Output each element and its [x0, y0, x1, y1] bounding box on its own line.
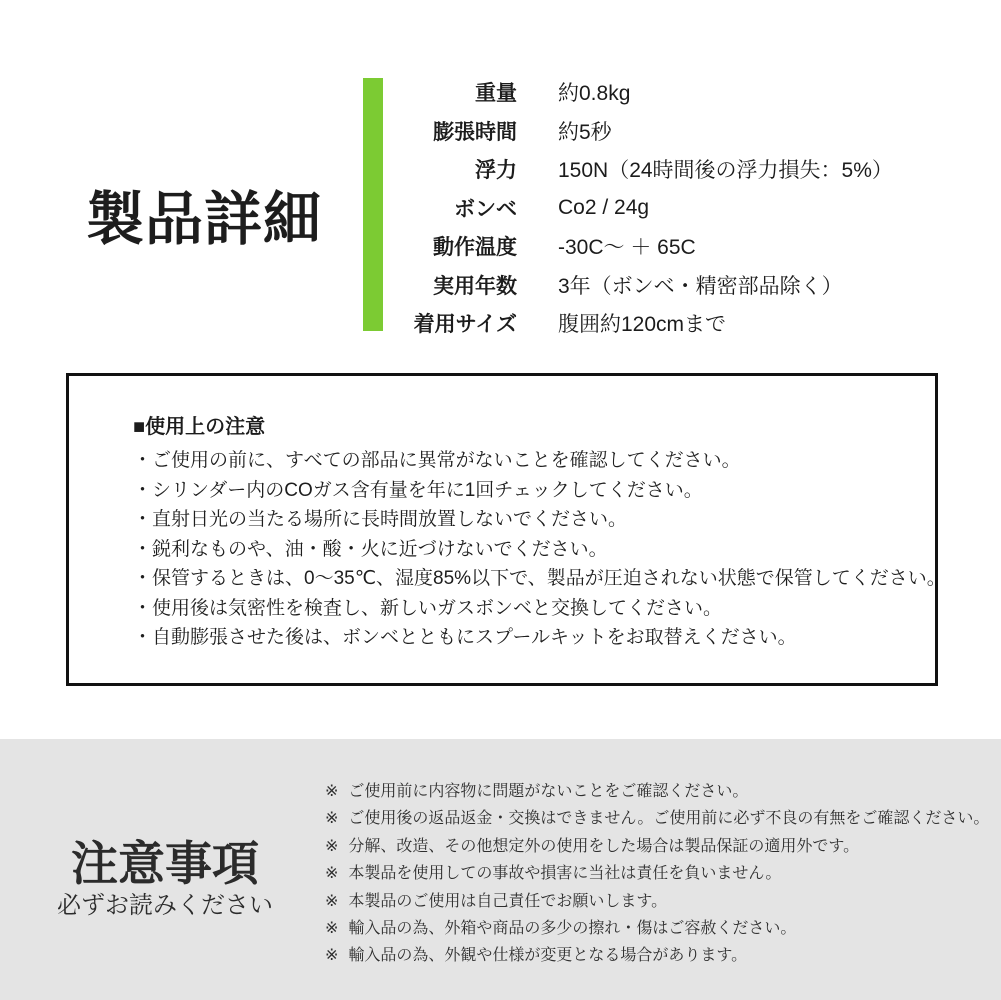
spec-label: 実用年数 [433, 274, 517, 298]
notice-item-text: ご使用後の返品返金・交換はできません。ご使用前に必ず不良の有無をご確認ください。 [348, 810, 990, 828]
notice-list [325, 778, 989, 970]
usage-notes-box [66, 373, 946, 686]
spec-label: 膨張時間 [433, 120, 517, 144]
spec-row [405, 266, 893, 305]
notice-item-text: 分解、改造、その他想定外の使用をした場合は製品保証の適用外です。 [348, 837, 860, 855]
usage-note-item: ・鋭利なものや、油・酸・火に近づけないでください。 [133, 538, 608, 560]
notice-item [325, 778, 989, 805]
usage-note-item: ・使用後は気密性を検査し、新しいガスボンベと交換してください。 [133, 597, 723, 619]
spec-label: 動作温度 [433, 236, 517, 260]
spec-row [405, 227, 893, 266]
spec-value: -30C～ ＋ 65C [558, 236, 696, 260]
spec-value: 150N（24時間後の浮力損失：5%） [558, 159, 893, 183]
notice-item [325, 915, 989, 942]
spec-value: 約0.8kg [558, 82, 631, 106]
notice-item [325, 833, 989, 860]
note-marker: ※ [325, 783, 339, 800]
notice-item-text: 本製品を使用しての事故や損害に当社は責任を負いません。 [348, 865, 782, 883]
usage-note-item: ・自動膨張させた後は、ボンベとともにスプールキットをお取替えください。 [133, 627, 797, 648]
spec-row [405, 189, 893, 228]
spec-label: 浮力 [475, 159, 517, 183]
spec-label: ボンベ [454, 197, 517, 221]
notice-item-text: 輸入品の為、外箱や商品の多少の擦れ・傷はご容赦ください。 [348, 920, 797, 938]
page-title: 製品詳細 [86, 187, 323, 252]
notice-item [325, 942, 989, 969]
usage-note-item: ・保管するときは、0～35℃、湿度85%以下で、製品が圧迫されない状態で保管してください。 [133, 568, 946, 589]
spec-label: 重量 [475, 82, 517, 106]
green-accent-bar [363, 78, 383, 331]
spec-row [405, 304, 893, 343]
note-marker: ※ [325, 947, 339, 965]
spec-value: 3年（ボンベ・精密部品除く） [558, 274, 843, 298]
spec-row [405, 73, 893, 112]
note-marker: ※ [325, 892, 339, 910]
notice-item-text: 本製品のご使用は自己責任でお願いします。 [348, 892, 668, 910]
note-marker: ※ [325, 865, 339, 883]
spec-row [405, 112, 893, 151]
spec-label: 着用サイズ [413, 313, 517, 337]
notice-item [325, 860, 989, 887]
notice-subtitle: 必ずお読みください [57, 892, 273, 919]
note-marker: ※ [325, 920, 339, 938]
note-marker: ※ [325, 837, 339, 855]
notice-item-text: 輸入品の為、外観や仕様が変更となる場合があります。 [348, 947, 748, 965]
notice-item-text: ご使用前に内容物に問題がないことをご確認ください。 [348, 783, 749, 800]
notice-title: 注意事項 [71, 837, 259, 890]
notice-item [325, 805, 989, 832]
notice-item [325, 888, 989, 915]
usage-note-item: ・ご使用の前に、すべての部品に異常がないことを確認してください。 [133, 450, 741, 471]
usage-note-item: ・シリンダー内のCOガス含有量を年に1回チェックしてください。 [133, 479, 703, 501]
usage-notes-heading: ■使用上の注意 [133, 416, 266, 438]
spec-value: 腹囲約120cmまで [558, 313, 727, 337]
spec-value: Co2 / 24g [558, 195, 650, 219]
notice-section [0, 739, 1001, 1000]
spec-value: 約5秒 [558, 120, 612, 144]
note-marker: ※ [325, 810, 339, 828]
usage-note-item: ・直射日光の当たる場所に長時間放置しないでください。 [133, 509, 628, 530]
spec-table [405, 73, 893, 343]
spec-row [405, 150, 893, 189]
